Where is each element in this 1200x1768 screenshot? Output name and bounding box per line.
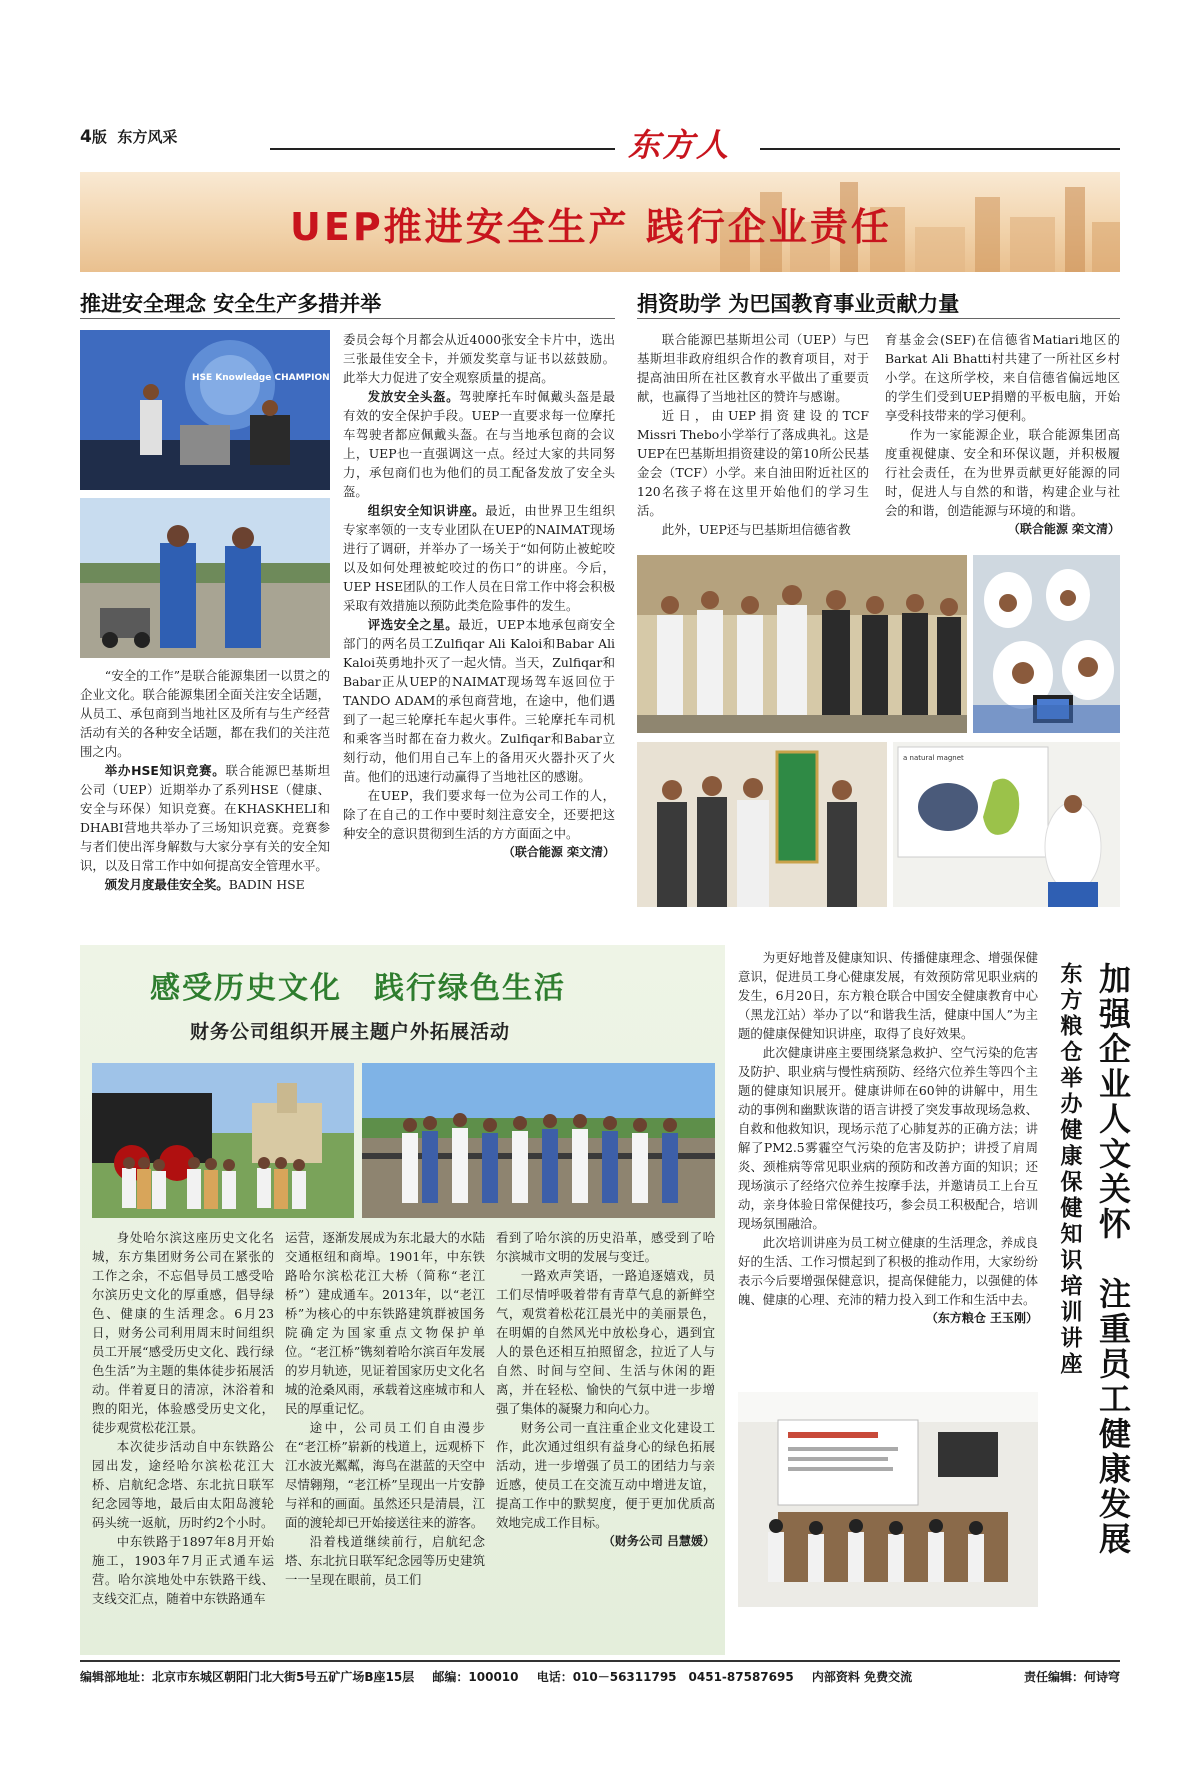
footer-phone: 电话：010－56311795 0451-87587695 bbox=[536, 1670, 794, 1684]
education-column-1 bbox=[637, 330, 869, 540]
health-article-subtitle: 东方粮仓举办健康保健知识培训讲座 bbox=[1057, 962, 1082, 1378]
health-article-body bbox=[738, 948, 1038, 1378]
safety-credit: （联合能源 栾文清） bbox=[502, 845, 615, 859]
safety-column-1 bbox=[80, 666, 330, 931]
education-column-2 bbox=[885, 330, 1120, 540]
banner-title: UEP推进安全生产 践行企业责任 bbox=[290, 205, 892, 249]
health-credit: （东方粮仓 王玉刚） bbox=[925, 1311, 1038, 1325]
header-rule-right bbox=[760, 148, 1120, 150]
health-article-title: 加强企业人文关怀 注重员工健康发展 bbox=[1094, 962, 1132, 1557]
section-name: 东方风采 bbox=[117, 128, 178, 146]
culture-article-title: 感受历史文化 践行绿色生活 bbox=[150, 971, 566, 1006]
culture-para: 途中，公司员工们自由漫步在“老江桥”崭新的栈道上，远观桥下江水波光粼粼，海鸟在湛蓝的天空中尽情翱翔，“老江桥”呈现出一片安静与祥和的画面。虽然还只是清晨，江面的渡轮却已开始接送往来的游客。 bbox=[285, 1420, 485, 1530]
culture-para: 一路欢声笑语，一路追逐嬉戏，员工们尽情呼吸着带有青草气息的新鲜空气，观赏着松花江晨光中的美丽景色，在明媚的自然风光中放松身心，遇到宜人的景色还相互拍照留念，拉近了人与自然、时间与空间、生活与休闲的距离，并在轻松、愉快的气氛中进一步增强了集体的凝聚力和向心力。 bbox=[496, 1268, 715, 1416]
culture-para: 本次徒步活动自中东铁路公园出发，途经哈尔滨松花江大桥、启航纪念塔、东北抗日联军纪念园等地，最后由太阳岛渡轮码头统一返航，历时约2个小时。 bbox=[92, 1439, 274, 1530]
culture-para: 沿着栈道继续前行，启航纪念塔、东北抗日联军纪念园等历史建筑一一呈现在眼前，员工们 bbox=[285, 1534, 485, 1587]
culture-article-subtitle: 财务公司组织开展主题户外拓展活动 bbox=[190, 1021, 511, 1043]
education-credit: （联合能源 栾文清） bbox=[1007, 522, 1120, 536]
footer-editor: 责任编辑：何诗穹 bbox=[1023, 1670, 1120, 1684]
footer-postcode: 邮编：100010 bbox=[432, 1670, 519, 1684]
health-para: 为更好地普及健康知识、传播健康理念、增强保健意识，促进员工身心健康发展，有效预防常见职业病的发生，6月20日，东方粮仓联合中国安全健康教育中心（黑龙江站）举办了以“和谐我生活，健康中国人”为主题的健康保健知识讲座，取得了良好效果。 bbox=[738, 950, 1038, 1041]
ribbon-cutting-photo bbox=[637, 742, 887, 907]
education-article-title: 捐资助学 为巴国教育事业贡献力量 bbox=[637, 292, 960, 316]
culture-para: 运营，逐渐发展成为东北最大的水陆交通枢纽和商埠。1901年，中东铁路哈尔滨松花江大桥（简称“老江桥”）建成通车。2013年，以“老江桥”为核心的中东铁路建筑群被国务院确定为国家重点文物保护单位。“老江桥”镌刻着哈尔滨百年发展的岁月轨迹，见证着国家历史文化名城的沧桑风雨，承载着这座城市和人民的厚重记忆。 bbox=[285, 1230, 485, 1416]
page-number: 4 bbox=[80, 127, 92, 147]
education-para: 此外，UEP还与巴基斯坦信德省教 bbox=[661, 522, 851, 537]
safety-para: 发放安全头盔。驾驶摩托车时佩戴头盔是最有效的安全保护手段。UEP一直要求每一位摩托车驾驶者都应佩戴头盔。在与当地承包商的会议上，UEP也一直强调这一点。经过大家的共同努力，承包商们也为他们的员工配备发放了安全头盔。 bbox=[343, 389, 616, 499]
page-suffix: 版 bbox=[91, 128, 107, 146]
slide-text: a natural magnet bbox=[903, 754, 964, 762]
hse-slide-text: HSE Knowledge CHAMPION 2017 bbox=[192, 373, 358, 383]
top-banner bbox=[80, 172, 1120, 272]
safety-article-title: 推进安全理念 安全生产多措并举 bbox=[80, 292, 382, 316]
health-para: 此次健康讲座主要围绕紧急救护、空气污染的危害及防护、职业病与慢性病预防、经络穴位养生等四个主题的健康知识展开。健康讲师在60钟的讲解中，用生动的事例和幽默诙谐的语言讲授了突发事故现场急救、自救和他救知识，现场示范了心肺复苏的正确方法；讲解了PM2.5雾霾空气污染的危害及防护；讲授了肩周炎、颈椎病等常见职业病的预防和改善方面的知识；还现场演示了经络穴位养生按摩手法，并邀请员工上台互动，亲身体验日常保健技巧，参会员工积极配合，培训现场氛围融洽。 bbox=[738, 1045, 1038, 1231]
education-para: 近日，由UEP捐资建设的TCF Missri Thebo小学举行了落成典礼。这是UEP在巴基斯坦捐资建设的第10所公民基金会（TCF）小学。来自油田附近社区的120名孩子将在这里开始他们的学习生活。 bbox=[637, 408, 869, 518]
safety-para: 颁发月度最佳安全奖。BADIN HSE bbox=[104, 877, 305, 892]
classroom-teacher-photo bbox=[893, 742, 1120, 907]
masthead-logo: 东方人 bbox=[628, 126, 731, 164]
safety-para: 组织安全知识讲座。最近，由世界卫生组织专家率领的一支专业团队在UEP的NAIMAT现场进行了调研，并举办了一场关于“如何防止被蛇咬以及如何处理被蛇咬过的伤口”的讲座。今后，UEP HSE团队的工作人员在日常工作中将会积极采取有效措施以预防此类危险事件的发生。 bbox=[343, 503, 615, 613]
education-title-rule bbox=[637, 318, 1120, 319]
footer-note: 内部资料 免费交流 bbox=[811, 1670, 913, 1684]
safety-para: “安全的工作”是联合能源集团一以贯之的企业文化。联合能源集团全面关注安全话题，从员工、承包商到当地社区及所有与生产经营活动有关的各种安全话题，都在我们的关注范围之内。 bbox=[80, 668, 330, 759]
page-footer bbox=[80, 1668, 1120, 1685]
workers-photo bbox=[80, 498, 330, 658]
safety-para: 举办HSE知识竞赛。联合能源巴基斯坦公司（UEP）近期举办了系列HSE（健康、安全与环保）知识竞赛。在KHASKHELI和DHABI营地共举办了三场知识竞赛。竞赛参与者们使出浑身解数与大家分享有关的安全知识，以及日常工作中如何提高安全管理水平。 bbox=[80, 763, 330, 873]
culture-column-2 bbox=[285, 1228, 485, 1648]
page-number-label bbox=[80, 126, 177, 147]
culture-article-box bbox=[80, 945, 725, 1655]
education-para: 作为一家能源企业，联合能源集团高度重视健康、安全和环保议题，并积极履行社会责任，在为世界贡献更好能源的同时，促进人与自然的和谐，构建企业与社会的和谐，创造能源与环境的和谐。 bbox=[885, 427, 1120, 518]
safety-para: 在UEP，我们要求每一位为公司工作的人，除了在自己的工作中要时刻注意安全，还要把这种安全的意识贯彻到生活的方方面面之中。 bbox=[343, 788, 615, 841]
culture-column-1 bbox=[92, 1228, 274, 1648]
footer-rule bbox=[80, 1660, 1120, 1662]
hse-competition-photo bbox=[80, 330, 358, 490]
culture-para: 中东铁路于1897年8月开始施工，1903年7月正式通车运营。哈尔滨地处中东铁路干线、支线交汇点，随着中东铁路通车 bbox=[92, 1534, 274, 1606]
students-tablets-photo bbox=[973, 555, 1120, 733]
health-para: 此次培训讲座为员工树立健康的生活理念，养成良好的生活、工作习惯起到了积极的推动作用，大家纷纷表示今后要增强保健意识，提高保健能力，以强健的体魄、健康的心理、充沛的精力投入到工作和生活中去。 bbox=[738, 1235, 1038, 1307]
footer-address: 编辑部地址：北京市东城区朝阳门北大街5号五矿广场B座15层 bbox=[80, 1670, 415, 1684]
education-para: 育基金会(SEF)在信德省Matiari地区的Barkat Ali Bhatti村共建了一所社区乡村小学。在这所学校，来自信德省偏远地区的学生们受到UEP捐赠的平板电脑，开始享受科技带来的学习便利。 bbox=[885, 332, 1120, 423]
safety-para: 评选安全之星。最近，UEP本地承包商安全部门的两名员工Zulfiqar Ali Kaloi和Babar Ali Kaloi英勇地扑灭了一起火情。当天，Zulfiqar和Babar正从UEP的NAIMAT现场驾车返回位于TANDO ADAM的承包商营地，在途中，他们遇到了一起三轮摩托车起火事件。三轮摩托车司机和乘客当时都在奋力救火。Zulfiqar和Babar立刻行动，他们用自己车上的备用灭火器扑灭了火苗。他们的迅速行动赢得了当地社区的感谢。 bbox=[343, 617, 616, 784]
culture-para: 看到了哈尔滨的历史沿革，感受到了哈尔滨城市文明的发展与变迁。 bbox=[496, 1230, 715, 1264]
culture-credit: （财务公司 吕慧媛） bbox=[602, 1534, 715, 1548]
safety-para: 委员会每个月都会从近4000张安全卡片中，选出三张最佳安全卡，并颁发奖章与证书以兹鼓励。此举大力促进了安全观察质量的提高。 bbox=[343, 332, 615, 385]
culture-para: 身处哈尔滨这座历史文化名城，东方集团财务公司在紧张的工作之余，不忘倡导员工感受哈尔滨历史文化的厚重感，倡导绿色、健康的生活理念。6月23日，财务公司利用周末时间组织员工开展“感受历史文化、践行绿色生活”为主题的集体徒步拓展活动。伴着夏日的清凉，沐浴着和煦的阳光，体验感受历史文化，徒步观赏松花江景。 bbox=[92, 1230, 274, 1435]
health-lecture-photo bbox=[738, 1392, 1038, 1607]
header-rule-left bbox=[270, 148, 615, 150]
railway-park-group-photo bbox=[92, 1063, 354, 1218]
school-opening-ceremony-photo bbox=[637, 555, 967, 733]
culture-para: 财务公司一直注重企业文化建设工作，此次通过组织有益身心的绿色拓展活动，进一步增强了员工的团结力与亲近感，使员工在交流互动中增进友谊，提高工作中的默契度，便于更加优质高效地完成工作目标。 bbox=[496, 1420, 715, 1530]
culture-column-3 bbox=[496, 1228, 715, 1648]
page-header bbox=[80, 122, 1120, 164]
safety-column-2 bbox=[343, 330, 615, 930]
safety-title-rule bbox=[80, 318, 615, 319]
bridge-walkway-group-photo bbox=[362, 1063, 715, 1218]
education-para: 联合能源巴基斯坦公司（UEP）与巴基斯坦非政府组织合作的教育项目，对于提高油田所在社区教育水平做出了重要贡献，也赢得了当地社区的赞许与感谢。 bbox=[637, 332, 869, 404]
